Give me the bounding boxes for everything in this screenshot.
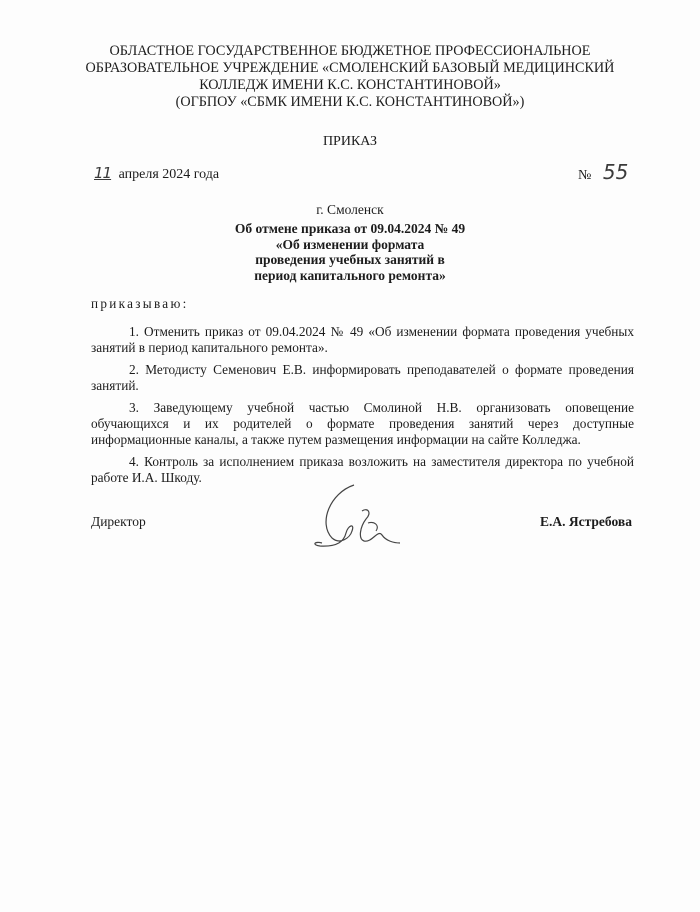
handwritten-signature — [310, 483, 420, 558]
signer-name: Е.А. Ястребова — [540, 514, 632, 529]
org-line: ОБЛАСТНОЕ ГОСУДАРСТВЕННОЕ БЮДЖЕТНОЕ ПРОФЕССИОНАЛЬНОЕ — [109, 43, 591, 59]
paragraph-3: 3. Заведующему учебной частью Смолиной Н.В. организовать оповещение обучающихся и их родителей о формате проведения занятий через доступные информационные каналы, а также путем размещения информации на сайте Колледжа. — [91, 400, 634, 447]
subject-line: период капитального ремонта» — [254, 267, 446, 283]
order-date — [94, 164, 219, 183]
org-line: (ОГБПОУ «СБМК ИМЕНИ К.С. КОНСТАНТИНОВОЙ») — [175, 94, 525, 110]
handwritten-number: 55 — [602, 160, 629, 184]
paragraph-4: 4. Контроль за исполнением приказа возложить на заместителя директора по учебной работе И.А. Шкоду. — [91, 454, 634, 485]
city: г. Смоленск — [316, 202, 384, 217]
subject-line: проведения учебных занятий в — [255, 252, 445, 267]
signer-role: Директор — [91, 514, 146, 529]
subject-line: Об отмене приказа от 09.04.2024 № 49 — [234, 221, 466, 236]
date-text: апреля 2024 года — [118, 167, 220, 182]
org-line: КОЛЛЕДЖ ИМЕНИ К.С. КОНСТАНТИНОВОЙ» — [199, 77, 501, 93]
document-type: ПРИКАЗ — [322, 134, 378, 149]
order-number — [578, 160, 628, 184]
org-line: ОБРАЗОВАТЕЛЬНОЕ УЧРЕЖДЕНИЕ «СМОЛЕНСКИЙ БАЗОВЫЙ МЕДИЦИНСКИЙ — [85, 60, 615, 76]
number-label: № — [578, 168, 592, 183]
subject-line: «Об изменении формата — [275, 236, 425, 252]
organization-header — [60, 43, 640, 111]
paragraph-2: 2. Методисту Семенович Е.В. информировать преподавателей о формате проведения занятий. — [91, 362, 634, 393]
order-subject — [0, 221, 700, 283]
order-word: приказываю: — [91, 296, 189, 311]
paragraph-1: 1. Отменить приказ от 09.04.2024 № 49 «Об изменении формата проведения учебных занятий в период капитального ремонта». — [91, 324, 634, 355]
handwritten-day: 11 — [94, 164, 112, 182]
